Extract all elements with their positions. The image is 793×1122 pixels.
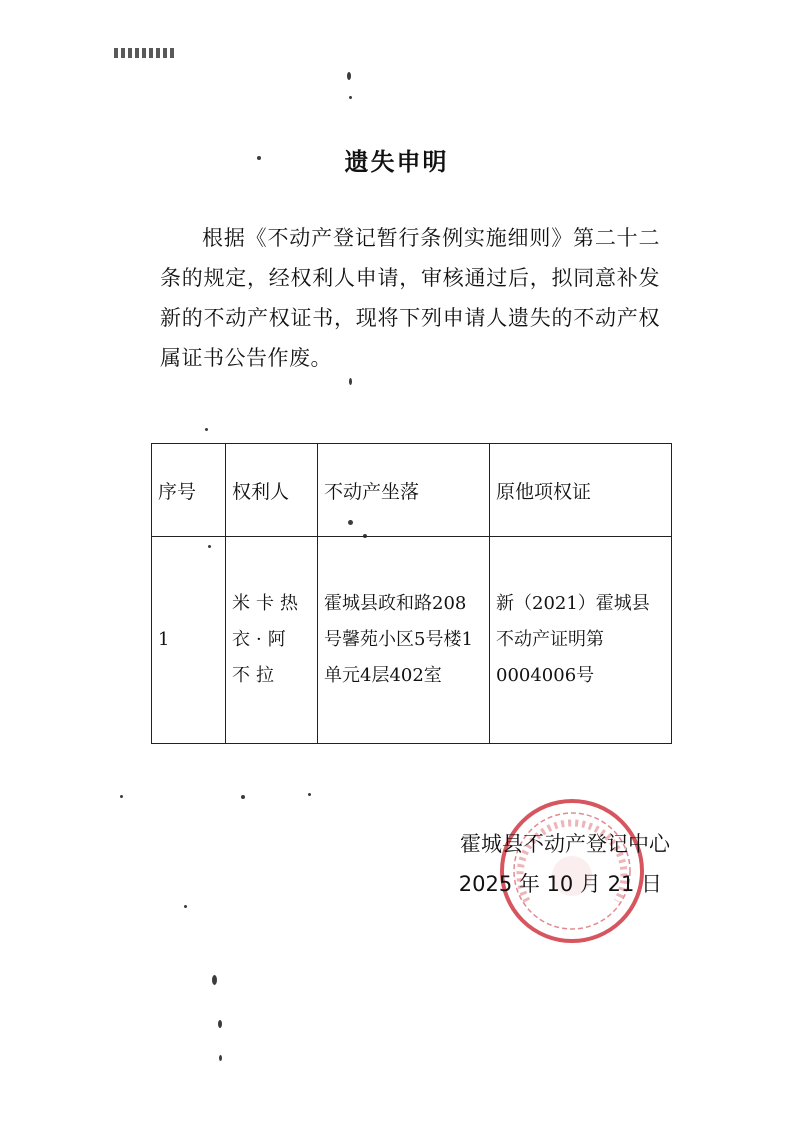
cell-owner: 米卡热衣·阿不拉 [226,537,318,744]
header-owner: 权利人 [226,444,318,537]
scan-artifact [114,48,174,58]
scan-speck [205,428,208,431]
header-location: 不动产坐落 [318,444,490,537]
notice-body: 根据《不动产登记暂行条例实施细则》第二十二条的规定，经权利人申请，审核通过后，拟同意补发新的不动产权证书，现将下列申请人遗失的不动产权属证书公告作废。 [160,226,660,370]
scan-speck [349,378,352,385]
table-header-row [152,444,672,537]
scan-speck [184,905,187,908]
notice-title: 遗失申明 [344,148,449,176]
scan-speck [218,1020,222,1028]
scan-speck [219,1055,222,1061]
header-certificate: 原他项权证 [490,444,672,537]
cell-certificate: 新（2021）霍城县不动产证明第0004006号 [490,537,672,744]
cell-index: 1 [152,537,226,744]
scan-speck [349,96,352,99]
issue-date: 2025 年 10 月 21 日 [458,872,662,896]
scan-speck [308,793,311,796]
issuing-organization: 霍城县不动产登记中心 [460,832,670,856]
scan-speck [347,72,351,80]
scan-speck [120,795,123,798]
cell-location: 霍城县政和路208号馨苑小区5号楼1单元4层402室 [318,537,490,744]
header-index: 序号 [152,444,226,537]
record-table [151,443,672,744]
scan-speck [212,975,217,985]
scan-speck [241,795,245,799]
table-row [152,537,672,744]
